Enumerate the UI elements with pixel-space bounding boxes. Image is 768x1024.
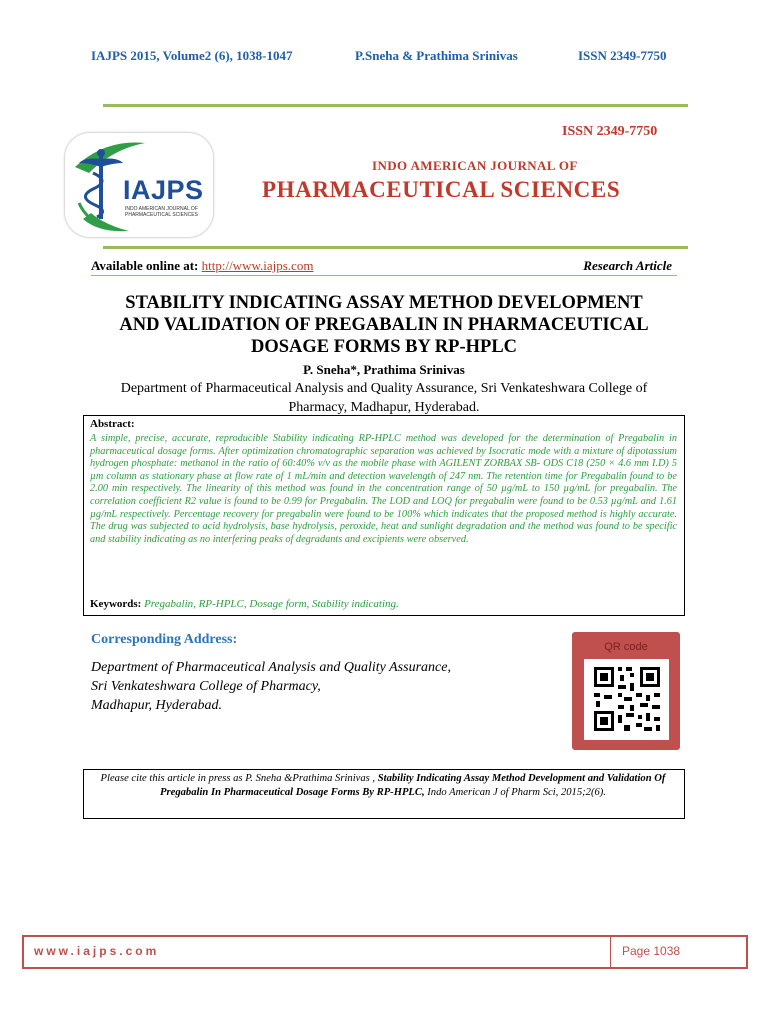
keywords-values: Pregabalin, RP-HPLC, Dosage form, Stability indicating. bbox=[144, 598, 399, 610]
journal-logo bbox=[64, 132, 214, 238]
footer-url[interactable]: www.iajps.com bbox=[34, 944, 160, 958]
running-header-issn: ISSN 2349-7750 bbox=[578, 48, 667, 63]
address-line: Madhapur, Hyderabad. bbox=[91, 698, 223, 713]
keywords-label: Keywords: bbox=[90, 598, 142, 610]
journal-url-link[interactable]: http://www.iajps.com bbox=[201, 258, 314, 273]
banner-issn: ISSN 2349-7750 bbox=[562, 124, 658, 139]
availability-line bbox=[91, 258, 313, 274]
qr-code-frame bbox=[584, 659, 669, 740]
affiliation-line: Pharmacy, Madhapur, Hyderabad. bbox=[288, 400, 480, 415]
availability-label: Available online at: bbox=[91, 258, 199, 273]
running-header-citation: IAJPS 2015, Volume2 (6), 1038-1047 bbox=[91, 48, 293, 63]
article-affiliation bbox=[84, 379, 684, 417]
availability-rule bbox=[91, 275, 677, 276]
title-line: AND VALIDATION OF PREGABALIN IN PHARMACEUTICAL bbox=[119, 315, 649, 335]
banner-top-rule bbox=[103, 104, 688, 107]
journal-name-line1: INDO AMERICAN JOURNAL OF bbox=[372, 158, 578, 173]
abstract-heading: Abstract: bbox=[90, 418, 135, 430]
qr-code-icon bbox=[584, 659, 669, 740]
abstract-text: A simple, precise, accurate, reproducible Stability indicating RP-HPLC method was developed for the determination of Pregabalin in pharmaceutical dosage forms. After optimization chromatographic separation was achieved by Isocratic mode with a mixture of dipotassium hydrogen phosphate: methanol in the ratio of 60:40% v/v as the mobile phase with AGILENT ZORBAX SB- ODS C18 (250 × 4.6 mm I.D) 5 µm column as stationary phase at flow rate of 1 mL/min and detection wavelength of 247 nm. The retention time for Pregabalin found to be 2.00 min respectively. The linearity of this method was found in the concentration range of 50 µg/mL to 150 µg/mL for pregabalin. The correlation coefficient R2 value is found to be 0.99 for Pregabalin. The LOD and LOQ for pregabalin were found to be 0.53 µg/mL and 1.61 µg/mL respectively. Percentage recovery for pregabalin were found to be 100% which indicates that the proposed method is highly accurate. The drug was subjected to acid hydrolysis, base hydrolysis, peroxide, heat and sunlight degradation and the method was found to be specific and stability indicating as no interfering peaks of degradants and excipients were observed. bbox=[90, 433, 677, 545]
address-line: Sri Venkateshwara College of Pharmacy, bbox=[91, 679, 321, 694]
page-number: Page 1038 bbox=[622, 944, 681, 958]
article-title bbox=[84, 292, 684, 358]
logo-wordmark: IAJPS bbox=[123, 175, 204, 205]
article-authors: P. Sneha*, Prathima Srinivas bbox=[303, 362, 465, 377]
keywords-line bbox=[90, 598, 399, 610]
logo-subtitle: INDO AMERICAN JOURNAL OF PHARMACEUTICAL SCIENCES bbox=[125, 206, 198, 218]
citation-title: Stability Indicating Assay Method Development and Validation Of Pregabalin In Pharmaceutical Dosage Forms By RP-HPLC, bbox=[160, 773, 666, 798]
banner-bottom-rule bbox=[103, 246, 688, 249]
journal-name-line2: PHARMACEUTICAL SCIENCES bbox=[262, 177, 621, 202]
footer-divider bbox=[610, 937, 611, 967]
address-line: Department of Pharmaceutical Analysis and Quality Assurance, bbox=[91, 660, 451, 675]
title-line: STABILITY INDICATING ASSAY METHOD DEVELOPMENT bbox=[125, 293, 643, 313]
qr-code-label: QR code bbox=[604, 641, 648, 653]
corresponding-address-heading: Corresponding Address: bbox=[91, 632, 238, 647]
title-line: DOSAGE FORMS BY RP-HPLC bbox=[250, 337, 518, 357]
citation-prefix: Please cite this article in press as P. Sneha &Prathima Srinivas , bbox=[100, 773, 376, 784]
citation-suffix: Indo American J of Pharm Sci, 2015;2(6). bbox=[427, 786, 606, 798]
article-type: Research Article bbox=[583, 258, 672, 273]
running-header-authors: P.Sneha & Prathima Srinivas bbox=[355, 48, 518, 63]
affiliation-line: Department of Pharmaceutical Analysis and Quality Assurance, Sri Venkateshwara College of bbox=[120, 381, 648, 396]
citation-text bbox=[92, 772, 674, 799]
